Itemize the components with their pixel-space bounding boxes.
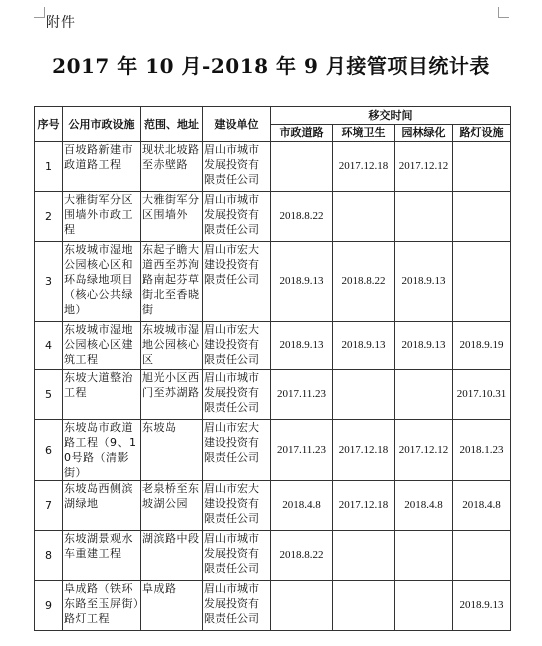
cell-seq: 4 bbox=[35, 322, 63, 370]
cell-greening: 2018.4.8 bbox=[395, 481, 453, 531]
table-row bbox=[35, 531, 511, 581]
cell-sanitation: 2017.12.18 bbox=[333, 420, 395, 481]
cell-greening: 2018.9.13 bbox=[395, 322, 453, 370]
cell-greening bbox=[395, 192, 453, 242]
cell-road: 2018.8.22 bbox=[271, 192, 333, 242]
cell-unit: 眉山市宏大建设投资有限责任公司 bbox=[203, 420, 271, 481]
cell-project: 东坡城市湿地公园核心区建筑工程 bbox=[63, 322, 141, 370]
cell-scope: 阜成路 bbox=[141, 581, 203, 631]
cell-project: 百坡路新建市政道路工程 bbox=[63, 142, 141, 192]
header-handover-time: 移交时间 bbox=[271, 107, 511, 125]
cell-unit: 眉山市城市发展投资有限责任公司 bbox=[203, 192, 271, 242]
table-row bbox=[35, 322, 511, 370]
page-corner-mark-right bbox=[498, 7, 509, 18]
header-seq: 序号 bbox=[35, 107, 63, 142]
cell-scope: 现状北坡路至赤壁路 bbox=[141, 142, 203, 192]
cell-project: 大雅街军分区围墙外市政工程 bbox=[63, 192, 141, 242]
cell-lighting bbox=[453, 192, 511, 242]
cell-lighting: 2018.9.13 bbox=[453, 581, 511, 631]
cell-greening bbox=[395, 531, 453, 581]
cell-unit: 眉山市城市发展投资有限责任公司 bbox=[203, 142, 271, 192]
table-row bbox=[35, 481, 511, 531]
cell-scope: 东坡城市湿地公园核心区 bbox=[141, 322, 203, 370]
cell-seq: 5 bbox=[35, 370, 63, 420]
cell-sanitation: 2017.12.18 bbox=[333, 481, 395, 531]
cell-project: 东坡岛西侧滨湖绿地 bbox=[63, 481, 141, 531]
cell-road bbox=[271, 142, 333, 192]
attachment-label: 附件 bbox=[46, 15, 76, 31]
cell-greening: 2018.9.13 bbox=[395, 242, 453, 322]
cell-seq: 6 bbox=[35, 420, 63, 481]
cell-project: 阜成路（铁环东路至玉屏街）路灯工程 bbox=[63, 581, 141, 631]
handover-statistics-table bbox=[34, 106, 511, 631]
cell-unit: 眉山市宏大建设投资有限责任公司 bbox=[203, 322, 271, 370]
cell-unit: 眉山市城市发展投资有限责任公司 bbox=[203, 531, 271, 581]
cell-greening bbox=[395, 370, 453, 420]
cell-sanitation: 2018.9.13 bbox=[333, 322, 395, 370]
header-row-top bbox=[35, 107, 511, 125]
cell-lighting: 2018.1.23 bbox=[453, 420, 511, 481]
cell-lighting bbox=[453, 531, 511, 581]
cell-road: 2017.11.23 bbox=[271, 420, 333, 481]
cell-road: 2018.8.22 bbox=[271, 531, 333, 581]
table-row bbox=[35, 142, 511, 192]
cell-scope: 大雅街军分区围墙外 bbox=[141, 192, 203, 242]
table-row bbox=[35, 192, 511, 242]
cell-lighting: 2018.9.19 bbox=[453, 322, 511, 370]
cell-seq: 8 bbox=[35, 531, 63, 581]
cell-project: 东坡城市湿地公园核心区和环岛绿地项目（核心公共绿地） bbox=[63, 242, 141, 322]
cell-project: 东坡湖景观水车重建工程 bbox=[63, 531, 141, 581]
cell-scope: 东起子瞻大道西至苏洵路南起芬草街北至香晓街 bbox=[141, 242, 203, 322]
table-row bbox=[35, 370, 511, 420]
cell-seq: 3 bbox=[35, 242, 63, 322]
header-scope: 范围、地址 bbox=[141, 107, 203, 142]
header-lighting: 路灯设施 bbox=[453, 124, 511, 142]
header-greening: 园林绿化 bbox=[395, 124, 453, 142]
cell-lighting bbox=[453, 242, 511, 322]
cell-road bbox=[271, 581, 333, 631]
cell-sanitation bbox=[333, 370, 395, 420]
cell-seq: 9 bbox=[35, 581, 63, 631]
header-unit: 建设单位 bbox=[203, 107, 271, 142]
cell-sanitation: 2017.12.18 bbox=[333, 142, 395, 192]
cell-road: 2018.9.13 bbox=[271, 322, 333, 370]
cell-seq: 7 bbox=[35, 481, 63, 531]
cell-scope: 旭光小区西门至苏湖路 bbox=[141, 370, 203, 420]
cell-greening: 2017.12.12 bbox=[395, 142, 453, 192]
table-row bbox=[35, 420, 511, 481]
cell-unit: 眉山市城市发展投资有限责任公司 bbox=[203, 581, 271, 631]
cell-greening bbox=[395, 581, 453, 631]
page-corner-mark-left bbox=[34, 7, 45, 18]
cell-sanitation bbox=[333, 192, 395, 242]
cell-road: 2018.9.13 bbox=[271, 242, 333, 322]
cell-scope: 老泉桥至东坡湖公园 bbox=[141, 481, 203, 531]
document-title: 2017 年 10 月-2018 年 9 月接管项目统计表 bbox=[52, 54, 490, 78]
cell-project: 东坡大道整治工程 bbox=[63, 370, 141, 420]
cell-seq: 2 bbox=[35, 192, 63, 242]
cell-seq: 1 bbox=[35, 142, 63, 192]
cell-road: 2018.4.8 bbox=[271, 481, 333, 531]
cell-lighting: 2017.10.31 bbox=[453, 370, 511, 420]
cell-road: 2017.11.23 bbox=[271, 370, 333, 420]
cell-scope: 湖滨路中段 bbox=[141, 531, 203, 581]
table-row bbox=[35, 242, 511, 322]
cell-project: 东坡岛市政道路工程（9、10号路（清影街） bbox=[63, 420, 141, 481]
cell-scope: 东坡岛 bbox=[141, 420, 203, 481]
cell-sanitation bbox=[333, 581, 395, 631]
cell-unit: 眉山市宏大建设投资有限责任公司 bbox=[203, 481, 271, 531]
header-sanitation: 环境卫生 bbox=[333, 124, 395, 142]
header-road: 市政道路 bbox=[271, 124, 333, 142]
table-row bbox=[35, 581, 511, 631]
cell-unit: 眉山市宏大建设投资有限责任公司 bbox=[203, 242, 271, 322]
cell-lighting: 2018.4.8 bbox=[453, 481, 511, 531]
cell-lighting bbox=[453, 142, 511, 192]
cell-greening: 2017.12.12 bbox=[395, 420, 453, 481]
cell-sanitation bbox=[333, 531, 395, 581]
cell-sanitation: 2018.8.22 bbox=[333, 242, 395, 322]
header-project: 公用市政设施 bbox=[63, 107, 141, 142]
cell-unit: 眉山市城市发展投资有限责任公司 bbox=[203, 370, 271, 420]
